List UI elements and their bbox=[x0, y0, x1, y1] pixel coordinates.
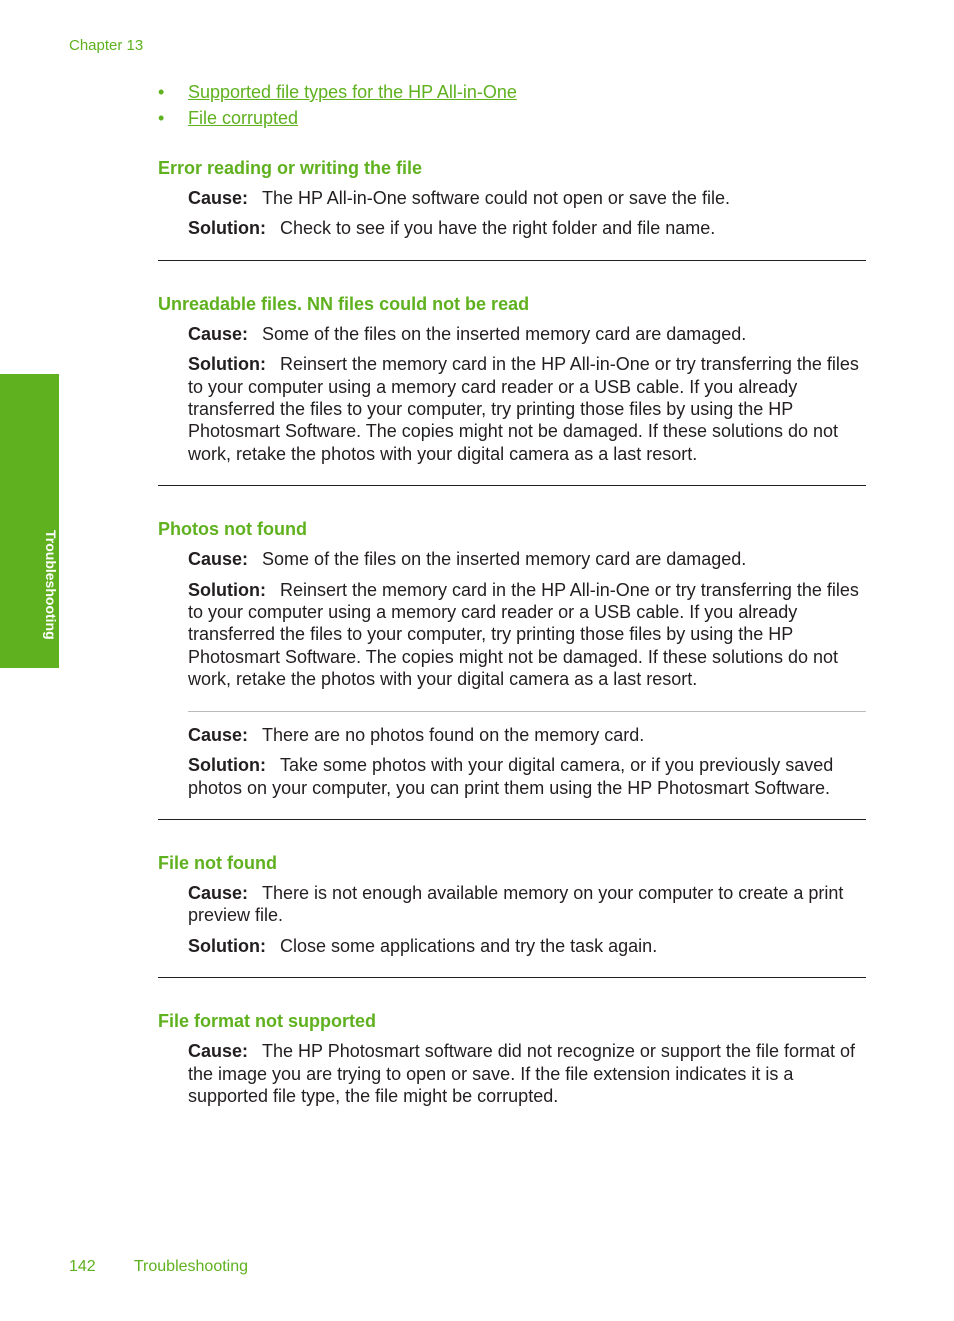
cause-label: Cause: bbox=[188, 882, 249, 903]
solution-paragraph bbox=[188, 217, 866, 239]
solution-text: Close some applications and try the task again. bbox=[279, 935, 658, 956]
solution-text: Check to see if you have the right folder and file name. bbox=[279, 218, 716, 239]
cause-label: Cause: bbox=[188, 1041, 249, 1062]
solution-text: Reinsert the memory card in the HP All-in-One or try transferring the files to your computer using a memory card reader or a USB cable. If you already transferred the files to your computer, try printing those files by using the HP Photosmart Software. The copies might not be damaged. If these solutions do not work, retake the photos with your digital camera as a last resort. bbox=[188, 354, 859, 464]
bullet-icon: • bbox=[158, 82, 165, 102]
solution-label: Solution: bbox=[188, 354, 266, 375]
page-footer bbox=[69, 1258, 248, 1276]
cause-paragraph bbox=[188, 187, 866, 209]
page-number: 142 bbox=[69, 1258, 96, 1275]
cause-paragraph bbox=[188, 724, 866, 746]
solution-paragraph bbox=[188, 353, 866, 465]
footer-section: Troubleshooting bbox=[133, 1258, 249, 1275]
solution-label: Solution: bbox=[188, 579, 266, 600]
section-photos-not-found bbox=[158, 516, 866, 799]
section-error-reading bbox=[158, 155, 866, 240]
cause-label: Cause: bbox=[188, 724, 249, 745]
section-divider bbox=[158, 260, 866, 261]
solution-text: Reinsert the memory card in the HP All-in-One or try transferring the files to your computer using a memory card reader or a USB cable. If you already transferred the files to your computer, try printing those files by using the HP Photosmart Software. The copies might not be damaged. If these solutions do not work, retake the photos with your digital camera as a last resort. bbox=[188, 579, 859, 690]
cause-paragraph bbox=[188, 323, 866, 345]
section-title: File format not supported bbox=[158, 1011, 376, 1032]
cause-text: Some of the files on the inserted memory card are damaged. bbox=[262, 323, 747, 344]
section-file-not-found bbox=[158, 850, 866, 957]
cause-paragraph bbox=[188, 1040, 866, 1107]
section-title: File not found bbox=[158, 852, 277, 873]
cause-text: Some of the files on the inserted memory card are damaged. bbox=[262, 549, 747, 570]
solution-label: Solution: bbox=[188, 755, 266, 776]
cause-label: Cause: bbox=[188, 323, 249, 344]
solution-paragraph bbox=[188, 935, 866, 957]
cause-text: The HP All-in-One software could not open or save the file. bbox=[262, 188, 730, 208]
section-title: Photos not found bbox=[158, 519, 307, 540]
link-supported-file-types[interactable]: Supported file types for the HP All-in-One bbox=[188, 82, 517, 102]
solution-text: Take some photos with your digital camera, or if you previously saved photos on your computer, you can print them using the HP Photosmart Software. bbox=[188, 755, 834, 798]
cause-paragraph bbox=[188, 548, 866, 570]
link-item bbox=[158, 81, 517, 107]
solution-label: Solution: bbox=[188, 935, 266, 956]
solution-label: Solution: bbox=[188, 218, 266, 239]
section-title: Unreadable files. NN files could not be read bbox=[158, 293, 530, 314]
solution-paragraph bbox=[188, 579, 866, 691]
section-unreadable-files bbox=[158, 291, 866, 465]
cause-text: The HP Photosmart software did not recognize or support the file format of the image you are trying to open or save. If the file extension indicates it is a supported file type, the file might be corrupted. bbox=[188, 1041, 855, 1106]
cause-paragraph bbox=[188, 882, 866, 927]
solution-paragraph bbox=[188, 754, 866, 799]
cause-text: There is not enough available memory on your computer to create a print preview file. bbox=[188, 882, 844, 926]
cause-divider bbox=[188, 711, 866, 712]
link-item bbox=[158, 107, 517, 133]
section-title: Error reading or writing the file bbox=[158, 158, 423, 178]
chapter-label: Chapter 13 bbox=[69, 37, 144, 54]
cause-label: Cause: bbox=[188, 549, 249, 570]
page-content bbox=[158, 155, 866, 1115]
cause-label: Cause: bbox=[188, 188, 249, 208]
section-divider bbox=[158, 977, 866, 978]
related-links bbox=[158, 81, 517, 133]
side-tab-label: Troubleshooting bbox=[43, 530, 59, 640]
link-file-corrupted[interactable]: File corrupted bbox=[188, 108, 299, 128]
section-divider bbox=[158, 485, 866, 486]
cause-text: There are no photos found on the memory card. bbox=[262, 724, 645, 745]
section-file-format-not-supported bbox=[158, 1008, 866, 1107]
bullet-icon: • bbox=[158, 108, 165, 128]
section-divider bbox=[158, 819, 866, 820]
